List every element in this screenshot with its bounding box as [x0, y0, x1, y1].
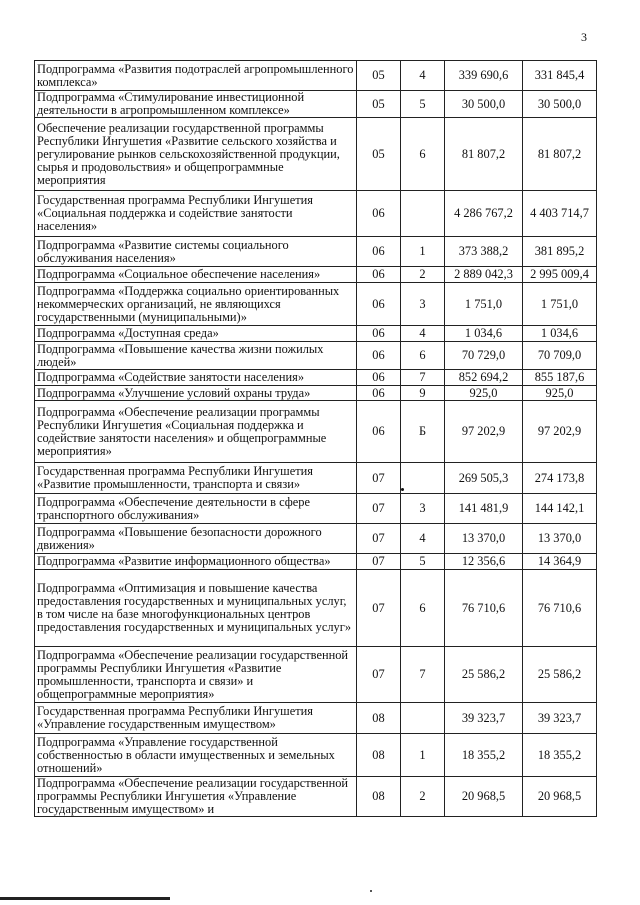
row-code: 06	[357, 370, 401, 386]
table-row	[35, 283, 597, 326]
row-name: Подпрограмма «Повышение качества жизни пожилых людей»	[35, 342, 357, 370]
row-name: Подпрограмма «Управление государственной собственностью в области имущественных и земельных отношений»	[35, 734, 357, 777]
row-subprogram: 4	[401, 61, 445, 91]
row-value-1: 1 751,0	[445, 283, 523, 326]
row-value-1: 81 807,2	[445, 118, 523, 191]
row-subprogram: 3	[401, 494, 445, 524]
row-value-1: 2 889 042,3	[445, 267, 523, 283]
row-subprogram: 9	[401, 386, 445, 401]
row-value-1: 70 729,0	[445, 342, 523, 370]
row-value-1: 852 694,2	[445, 370, 523, 386]
row-value-2: 381 895,2	[523, 237, 597, 267]
row-name: Государственная программа Республики Ингушетия «Социальная поддержка и содействие занятости населения»	[35, 191, 357, 237]
table-row	[35, 554, 597, 570]
table-row	[35, 191, 597, 237]
table-row	[35, 237, 597, 267]
row-name: Подпрограмма «Доступная среда»	[35, 326, 357, 342]
row-name: Подпрограмма «Оптимизация и повышение качества предоставления государственных и муниципальных услуг, в том числе на базе многофункциональных центров предоставления государственных и муниципальных услуг»	[35, 570, 357, 647]
row-code: 06	[357, 342, 401, 370]
row-name: Подпрограмма «Повышение безопасности дорожного движения»	[35, 524, 357, 554]
table-row	[35, 570, 597, 647]
row-value-1: 4 286 767,2	[445, 191, 523, 237]
row-value-2: 39 323,7	[523, 703, 597, 734]
scan-dot	[401, 488, 404, 491]
row-value-2: 30 500,0	[523, 91, 597, 118]
row-value-1: 925,0	[445, 386, 523, 401]
row-value-1: 97 202,9	[445, 401, 523, 463]
row-name: Подпрограмма «Развития подотраслей агропромышленного комплекса»	[35, 61, 357, 91]
row-subprogram: Б	[401, 401, 445, 463]
row-value-1: 13 370,0	[445, 524, 523, 554]
row-value-1: 20 968,5	[445, 777, 523, 817]
table-row	[35, 267, 597, 283]
row-name: Государственная программа Республики Ингушетия «Развитие промышленности, транспорта и связи»	[35, 463, 357, 494]
row-name: Подпрограмма «Содействие занятости населения»	[35, 370, 357, 386]
scan-speck	[370, 890, 372, 892]
row-subprogram: 4	[401, 524, 445, 554]
table-row	[35, 703, 597, 734]
table-row	[35, 494, 597, 524]
table-row	[35, 647, 597, 703]
row-name: Подпрограмма «Обеспечение реализации государственной программы Республики Ингушетия «Управление государственным имуществом» и	[35, 777, 357, 817]
row-value-2: 4 403 714,7	[523, 191, 597, 237]
row-subprogram: 1	[401, 237, 445, 267]
row-value-2: 76 710,6	[523, 570, 597, 647]
row-name: Подпрограмма «Развитие информационного общества»	[35, 554, 357, 570]
row-subprogram: 6	[401, 118, 445, 191]
row-subprogram: 6	[401, 570, 445, 647]
table-row	[35, 61, 597, 91]
row-value-1: 25 586,2	[445, 647, 523, 703]
row-value-2: 2 995 009,4	[523, 267, 597, 283]
row-value-2: 13 370,0	[523, 524, 597, 554]
row-value-2: 144 142,1	[523, 494, 597, 524]
row-name: Государственная программа Республики Ингушетия «Управление государственным имуществом»	[35, 703, 357, 734]
row-value-2: 331 845,4	[523, 61, 597, 91]
row-subprogram: 5	[401, 91, 445, 118]
row-value-2: 70 709,0	[523, 342, 597, 370]
row-subprogram: 7	[401, 370, 445, 386]
row-value-2: 1 751,0	[523, 283, 597, 326]
row-code: 08	[357, 703, 401, 734]
row-name: Подпрограмма «Развитие системы социального обслуживания населения»	[35, 237, 357, 267]
table-row	[35, 342, 597, 370]
row-value-2: 97 202,9	[523, 401, 597, 463]
row-value-2: 925,0	[523, 386, 597, 401]
row-value-2: 14 364,9	[523, 554, 597, 570]
table-row	[35, 118, 597, 191]
row-code: 07	[357, 494, 401, 524]
row-name: Подпрограмма «Обеспечение деятельности в сфере транспортного обслуживания»	[35, 494, 357, 524]
row-name: Подпрограмма «Обеспечение реализации государственной программы Республики Ингушетия «Развитие промышленности, транспорта и связи» и общепрограммные мероприятия»	[35, 647, 357, 703]
row-subprogram: 2	[401, 777, 445, 817]
row-name: Обеспечение реализации государственной программы Республики Ингушетия «Развитие сельского хозяйства и регулирование рынков сельскохозяйственной продукции, сырья и продовольствия» и общепрограммные мероприятия	[35, 118, 357, 191]
budget-table	[34, 60, 597, 817]
row-subprogram: 5	[401, 554, 445, 570]
row-subprogram: 1	[401, 734, 445, 777]
row-name: Подпрограмма «Поддержка социально ориентированных некоммерческих организаций, не являющихся государственными (муниципальными)»	[35, 283, 357, 326]
scan-edge-line	[0, 897, 170, 900]
row-code: 08	[357, 777, 401, 817]
row-subprogram	[401, 463, 445, 494]
table-row	[35, 370, 597, 386]
row-code: 07	[357, 647, 401, 703]
page-number: 3	[581, 30, 587, 44]
row-value-2: 25 586,2	[523, 647, 597, 703]
row-code: 07	[357, 463, 401, 494]
table-row	[35, 326, 597, 342]
table-row	[35, 386, 597, 401]
row-value-1: 30 500,0	[445, 91, 523, 118]
table-row	[35, 401, 597, 463]
row-code: 06	[357, 283, 401, 326]
row-code: 06	[357, 267, 401, 283]
row-value-1: 76 710,6	[445, 570, 523, 647]
table-row	[35, 777, 597, 817]
row-value-2: 81 807,2	[523, 118, 597, 191]
row-code: 07	[357, 570, 401, 647]
row-name: Подпрограмма «Социальное обеспечение населения»	[35, 267, 357, 283]
row-subprogram: 7	[401, 647, 445, 703]
table-row	[35, 91, 597, 118]
row-code: 06	[357, 401, 401, 463]
row-value-1: 339 690,6	[445, 61, 523, 91]
row-value-2: 20 968,5	[523, 777, 597, 817]
row-code: 07	[357, 554, 401, 570]
row-subprogram	[401, 191, 445, 237]
row-code: 05	[357, 91, 401, 118]
row-subprogram: 3	[401, 283, 445, 326]
row-code: 05	[357, 118, 401, 191]
row-code: 05	[357, 61, 401, 91]
row-value-1: 12 356,6	[445, 554, 523, 570]
row-subprogram: 6	[401, 342, 445, 370]
row-name: Подпрограмма «Обеспечение реализации программы Республики Ингушетия «Социальная поддержка и содействие занятости населения» и общепрограммные мероприятия»	[35, 401, 357, 463]
row-code: 06	[357, 237, 401, 267]
row-value-1: 18 355,2	[445, 734, 523, 777]
row-value-2: 274 173,8	[523, 463, 597, 494]
row-name: Подпрограмма «Стимулирование инвестиционной деятельности в агропромышленном комплексе»	[35, 91, 357, 118]
row-value-2: 18 355,2	[523, 734, 597, 777]
row-subprogram: 4	[401, 326, 445, 342]
row-value-2: 855 187,6	[523, 370, 597, 386]
row-subprogram: 2	[401, 267, 445, 283]
table-row	[35, 734, 597, 777]
row-value-1: 39 323,7	[445, 703, 523, 734]
row-code: 08	[357, 734, 401, 777]
row-value-1: 373 388,2	[445, 237, 523, 267]
row-value-1: 141 481,9	[445, 494, 523, 524]
table-row	[35, 524, 597, 554]
row-code: 07	[357, 524, 401, 554]
row-name: Подпрограмма «Улучшение условий охраны труда»	[35, 386, 357, 401]
row-code: 06	[357, 386, 401, 401]
row-subprogram	[401, 703, 445, 734]
row-value-1: 269 505,3	[445, 463, 523, 494]
row-value-2: 1 034,6	[523, 326, 597, 342]
table-row	[35, 463, 597, 494]
row-code: 06	[357, 191, 401, 237]
row-code: 06	[357, 326, 401, 342]
row-value-1: 1 034,6	[445, 326, 523, 342]
